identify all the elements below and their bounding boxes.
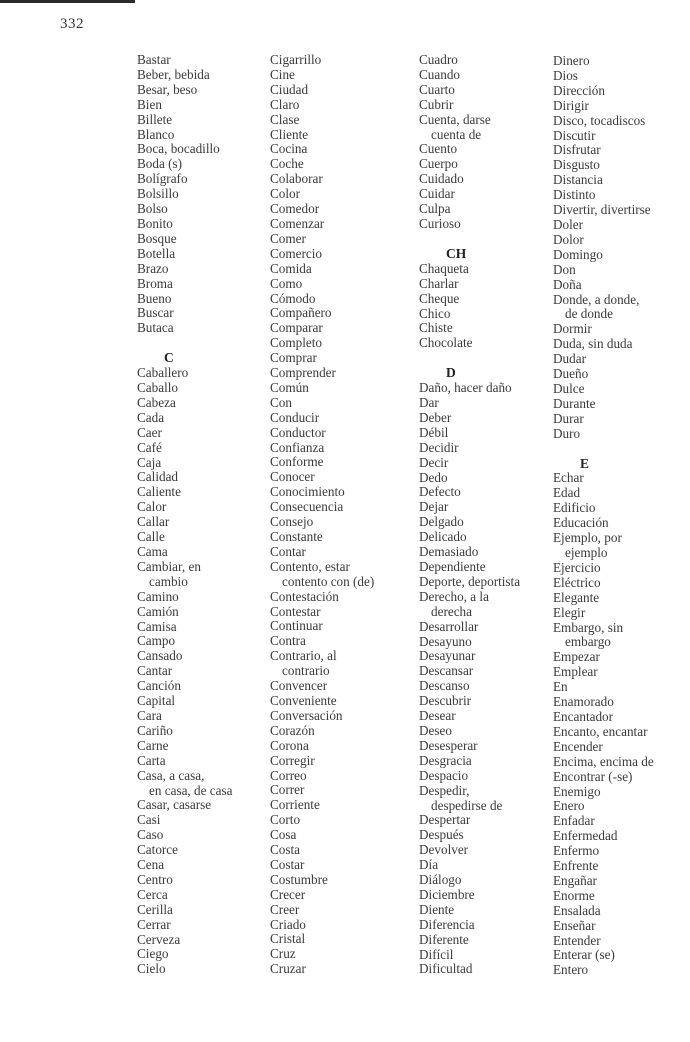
word-entry: Cara [137,707,162,723]
word-entry: Confianza [270,439,325,455]
word-entry: Cama [137,544,168,559]
word-entry: Carne [137,737,169,753]
word-entry: Enorme [553,887,595,903]
word-entry: Campo [137,633,176,649]
word-entry: Diálogo [419,872,462,888]
word-entry: Caliente [137,484,181,500]
word-entry: Deseo [419,722,452,738]
word-entry: Consecuencia [270,499,344,515]
word-entry: Enemigo [553,783,601,799]
word-entry: Enamorado [553,694,614,710]
word-entry: Cocina [270,141,308,157]
word-entry: Despedir, [419,782,470,798]
word-entry: Casar, casarse [137,797,212,813]
word-entry: Cuerpo [419,156,458,172]
section-heading: C [164,350,174,366]
word-entry: Coche [270,156,304,172]
word-entry: Duda, sin duda [553,336,633,352]
word-entry: Clase [270,111,300,127]
word-entry: Dios [553,67,578,83]
word-entry: Bosque [137,230,177,246]
word-entry: En [553,679,568,695]
word-entry: contrario [282,663,330,679]
word-entry: Costar [270,856,305,872]
word-entry: Cosa [270,827,297,843]
word-entry: Costumbre [270,871,328,887]
word-entry: Corriente [270,797,320,813]
word-entry: Cubrir [419,96,454,112]
word-entry: Convencer [270,678,328,694]
word-entry: Cerilla [137,901,173,917]
word-entry: Caballo [137,380,179,396]
word-entry: Completo [270,335,323,351]
word-entry: Charlar [419,275,459,291]
word-entry: Cerveza [137,931,181,947]
word-entry: Curioso [419,215,461,231]
word-entry: Común [270,379,309,395]
word-entry: Ejercicio [553,559,601,575]
word-entry: contento con (de) [282,573,375,589]
word-entry: Decir [419,454,449,470]
word-entry: Comedor [270,201,320,217]
word-entry: Distinto [553,187,596,203]
word-entry: Decidir [419,439,459,455]
word-entry: Conocimiento [270,484,345,500]
word-entry: Con [270,394,292,410]
word-entry: Encender [553,738,603,754]
word-entry: Durante [553,395,596,411]
word-entry: Entero [553,962,589,978]
word-column-3 [419,53,547,977]
word-entry: Don [553,261,576,277]
word-entry: Broma [137,275,173,291]
word-entry: Encantador [553,708,614,724]
word-entry: Cheque [419,290,460,306]
word-entry: Cuidar [419,186,455,202]
word-entry: Bueno [137,290,172,306]
word-entry: Desesperar [419,737,478,753]
word-entry: Educación [553,515,609,531]
word-entry: Demasiado [419,544,479,560]
word-entry: Cada [137,409,165,425]
word-entry: Encima, encima de [553,753,654,769]
word-entry: Contestar [270,603,321,619]
word-entry: Beber, bebida [137,66,210,82]
word-entry: Costa [270,842,301,858]
word-entry: Delicado [419,529,467,545]
word-entry: Enterar (se) [553,947,615,963]
word-entry: Defecto [419,484,461,500]
word-entry: Echar [553,470,584,486]
word-entry: Disfrutar [553,142,601,158]
word-entry: Camión [137,603,179,619]
word-entry: Color [270,186,301,202]
word-entry: Dinero [553,53,590,68]
word-entry: Carta [137,752,166,768]
word-entry: Devolver [419,842,469,858]
word-entry: Cuadro [419,52,458,67]
word-column-1 [137,53,262,977]
word-entry: Disgusto [553,157,600,173]
word-entry: Embargo, sin [553,619,624,635]
word-entry: Constante [270,529,323,544]
word-entry: Diferencia [419,916,475,932]
word-entry: Comprender [270,365,336,381]
word-entry: Chico [419,305,451,321]
word-entry: Casi [137,812,161,828]
word-entry: Centro [137,871,173,887]
word-entry: Daño, hacer daño [419,380,512,396]
word-entry: Conductor [270,424,326,440]
word-entry: Cristal [270,931,306,947]
word-entry: Capital [137,693,176,709]
word-entry: Correr [270,782,305,798]
word-entry: Buscar [137,305,174,321]
word-entry: Doña [553,276,582,292]
word-entry: Engañar [553,872,597,888]
word-column-2 [270,53,410,977]
word-entry: Contento, estar [270,558,350,574]
word-entry: Cantar [137,663,173,679]
word-entry: Duro [553,425,581,441]
word-entry: Diferente [419,931,469,947]
word-entry: Delgado [419,514,464,530]
word-column-4 [553,54,688,978]
word-entry: Chaqueta [419,260,469,276]
word-entry: Compañero [270,305,332,321]
word-entry: ejemplo [565,545,608,560]
word-entry: Chocolate [419,335,473,351]
word-entry: Enfrente [553,858,599,874]
word-entry: Canción [137,678,181,694]
word-entry: Cigarrillo [270,52,322,67]
word-entry: Claro [270,96,300,112]
top-rule [0,0,135,3]
word-entry: Encanto, encantar [553,723,648,739]
word-entry: Comparar [270,320,323,336]
word-entry: Cuarto [419,81,455,97]
word-entry: Cielo [137,961,166,977]
word-entry: Eléctrico [553,574,601,590]
word-entry: Difícil [419,946,454,962]
word-entry: Bolígrafo [137,171,188,187]
word-entry: Dueño [553,366,589,382]
word-entry: Bastar [137,52,171,67]
word-entry: Cliente [270,126,309,142]
word-entry: Descansar [419,663,474,679]
word-entry: Butaca [137,320,174,336]
word-entry: Consejo [270,514,314,530]
word-entry: Contra [270,633,306,649]
word-entry: Cena [137,857,165,873]
word-entry: Cruz [270,946,296,962]
word-entry: Débil [419,424,449,440]
word-entry: Camino [137,588,179,604]
word-entry: Enero [553,798,585,814]
word-entry: Boda (s) [137,156,183,172]
word-entry: Entender [553,932,601,948]
word-entry: Como [270,275,303,291]
word-entry: Casa, a casa, [137,767,205,783]
word-entry: Deber [419,409,452,425]
word-entry: Catorce [137,842,179,858]
word-entry: Boca, bocadillo [137,141,220,157]
word-entry: Camisa [137,618,177,634]
word-entry: Contestación [270,588,339,604]
word-entry: Enseñar [553,917,596,933]
word-entry: Corto [270,812,301,828]
word-entry: Divertir, divertirse [553,202,651,218]
word-entry: Descubrir [419,693,471,709]
word-entry: Bolso [137,201,168,217]
word-entry: Deporte, deportista [419,573,521,589]
word-entry: Discutir [553,127,596,143]
word-entry: Crecer [270,886,306,902]
page-number: 332 [60,16,84,32]
word-entry: Cine [270,66,295,82]
word-entry: Diciembre [419,886,475,902]
word-entry: derecha [431,603,472,619]
word-entry: Cuando [419,66,461,82]
word-entry: Dolor [553,231,584,247]
word-entry: cuenta de [431,126,482,142]
word-entry: Donde, a donde, [553,291,640,307]
word-entry: Corazón [270,722,315,738]
word-entry: Dejar [419,499,449,515]
word-entry: Creer [270,901,300,917]
word-entry: Empezar [553,649,600,665]
word-entry: Comer [270,230,306,246]
word-entry: Desayuno [419,633,472,649]
word-entry: Corregir [270,752,315,768]
word-entry: Doler [553,216,584,232]
word-entry: Desear [419,708,456,724]
word-entry: Conocer [270,469,315,485]
word-entry: Cuidado [419,171,464,187]
word-entry: Cariño [137,722,173,738]
word-entry: Caer [137,424,162,440]
word-entry: Caja [137,454,162,470]
word-entry: Cabeza [137,394,176,410]
word-entry: Comprar [270,350,317,366]
word-entry: en casa, de casa [149,782,233,798]
word-entry: Dependiente [419,559,486,574]
word-entry: Criado [270,916,306,932]
word-entry: Cansado [137,648,183,664]
word-entry: Encontrar (-se) [553,768,633,784]
word-entry: Chiste [419,320,453,336]
word-entry: Edificio [553,500,596,516]
word-entry: Elegir [553,604,586,620]
word-entry: Conversación [270,707,343,723]
word-entry: Dirigir [553,97,589,113]
section-heading: CH [446,245,467,261]
word-entry: Culpa [419,201,451,217]
word-entry: Calle [137,529,165,545]
word-entry: Dulce [553,380,585,396]
word-entry: Cuenta, darse [419,111,491,127]
word-entry: Edad [553,485,581,501]
word-entry: Calor [137,499,167,515]
word-entry: Día [419,857,439,873]
word-entry: Cruzar [270,961,306,977]
word-entry: Diente [419,901,455,917]
word-entry: Dudar [553,351,586,367]
word-entry: Billete [137,111,173,127]
word-entry: Derecho, a la [419,588,489,604]
section-heading: E [580,455,590,471]
section-heading: D [446,365,456,381]
word-entry: Despertar [419,812,471,828]
word-entry: Dificultad [419,961,473,977]
word-entry: Blanco [137,126,175,142]
word-entry: Dedo [419,469,448,485]
word-entry: Dar [419,395,439,411]
word-entry: Distancia [553,172,603,188]
word-entry: Contrario, al [270,648,337,664]
word-entry: cambio [149,573,188,589]
word-entry: Caballero [137,365,189,381]
word-entry: Comenzar [270,215,325,231]
word-entry: Dormir [553,321,592,337]
word-entry: Bien [137,96,162,112]
word-entry: Besar, beso [137,81,198,97]
word-entry: Corona [270,737,309,753]
word-entry: Ejemplo, por [553,530,622,546]
word-entry: Emplear [553,664,598,680]
word-entry: Durar [553,410,584,426]
word-entry: Elegante [553,589,600,605]
word-entry: Brazo [137,260,169,276]
word-entry: Enfermedad [553,828,618,844]
word-entry: Correo [270,767,307,783]
word-entry: Calidad [137,469,179,485]
word-entry: Comida [270,260,312,276]
word-entry: despedirse de [431,797,503,813]
word-entry: Cuento [419,141,458,157]
word-entry: Desayunar [419,648,476,664]
word-entry: Después [419,827,464,843]
word-entry: Cerca [137,886,168,902]
word-entry: Cambiar, en [137,558,201,574]
word-entry: Ensalada [553,902,601,918]
word-entry: Disco, tocadiscos [553,112,646,128]
word-entry: Bonito [137,215,173,231]
word-entry: embargo [565,634,611,650]
word-entry: Desgracia [419,752,472,768]
word-entry: Contar [270,543,306,559]
word-entry: Ciudad [270,81,309,97]
word-entry: Conveniente [270,692,337,708]
word-entry: Continuar [270,618,323,634]
word-entry: Dirección [553,82,605,98]
word-entry: Bolsillo [137,186,179,202]
word-entry: Descanso [419,678,470,694]
word-entry: Cerrar [137,916,171,932]
word-entry: Conducir [270,409,320,425]
word-entry: Enfermo [553,843,600,859]
word-entry: Conforme [270,454,324,470]
word-entry: Callar [137,514,170,530]
word-entry: de donde [565,306,613,322]
word-entry: Despacio [419,767,469,783]
word-entry: Café [137,439,162,455]
word-entry: Ciego [137,946,169,962]
word-entry: Domingo [553,246,603,262]
word-entry: Desarrollar [419,618,479,634]
word-entry: Enfadar [553,813,595,829]
word-entry: Botella [137,245,176,261]
word-entry: Colaborar [270,171,323,187]
word-entry: Comercio [270,245,323,261]
word-entry: Caso [137,827,164,843]
word-entry: Cómodo [270,290,316,306]
